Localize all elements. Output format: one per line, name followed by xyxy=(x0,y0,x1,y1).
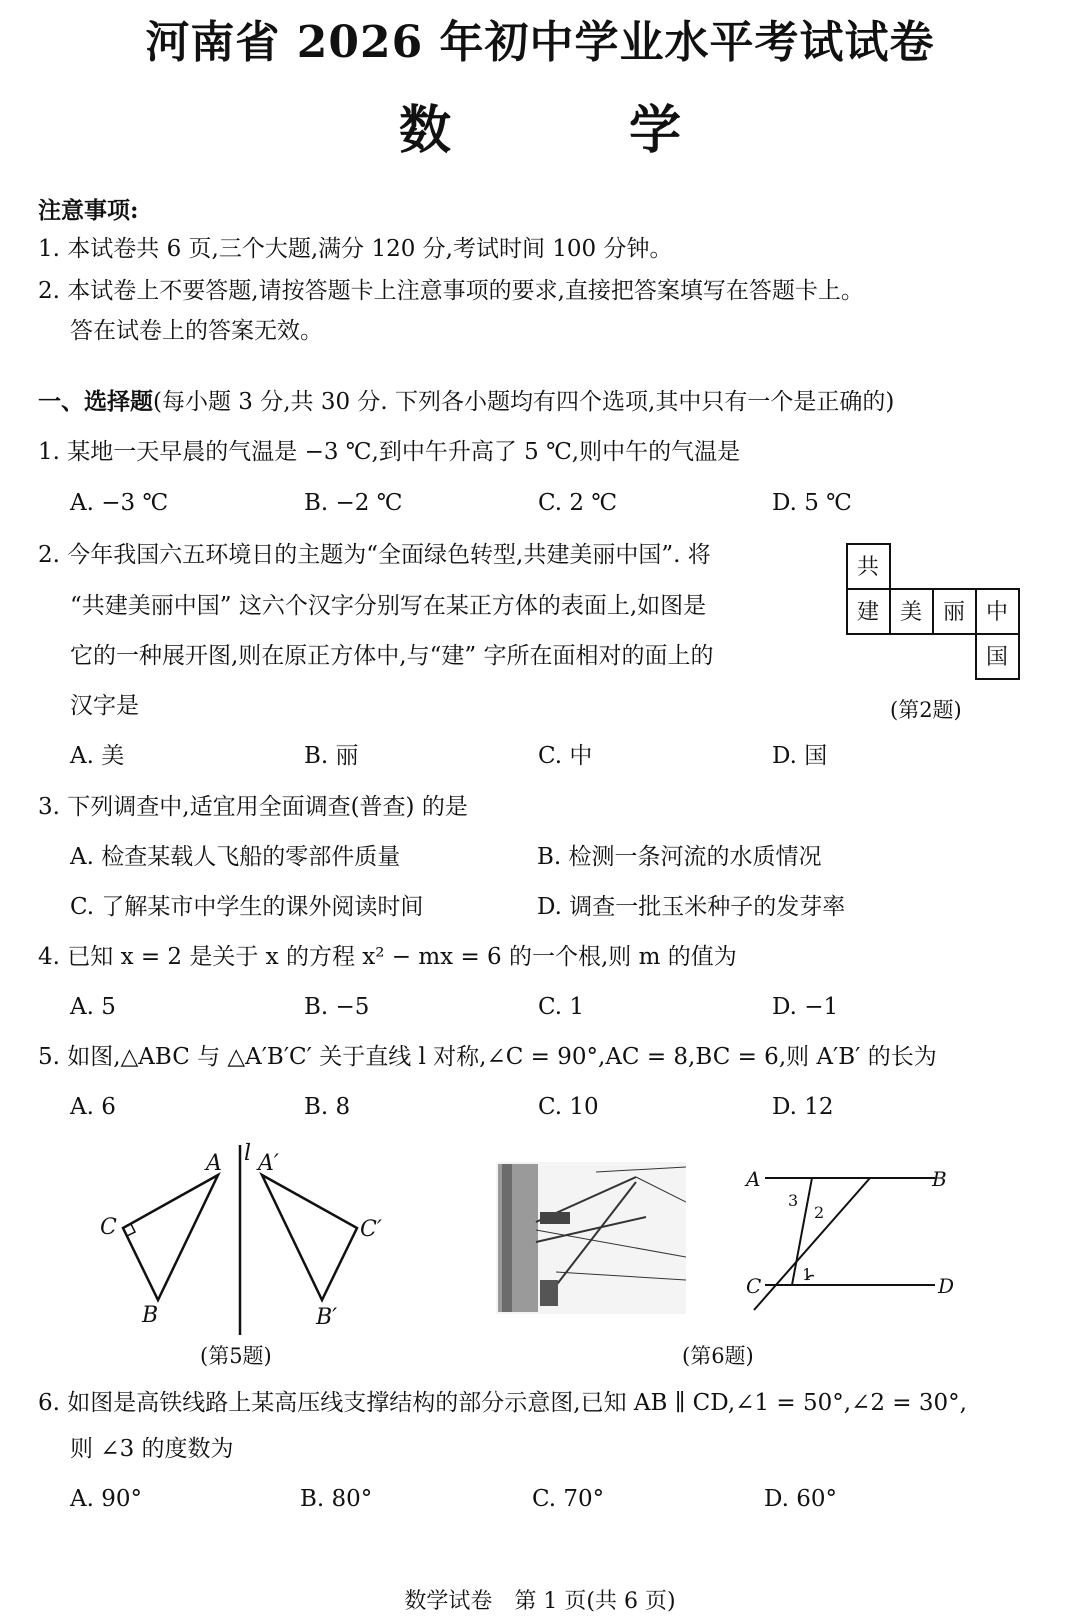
q5-caption: (第5题) xyxy=(200,1344,272,1368)
label-c-prime: C′ xyxy=(360,1217,382,1242)
q5-option-a: A. 6 xyxy=(70,1094,116,1120)
q1-option-b: B. −2 ℃ xyxy=(304,490,403,516)
q5-option-b: B. 8 xyxy=(304,1094,351,1120)
page-footer: 数学试卷 第 1 页(共 6 页) xyxy=(404,1589,676,1614)
label-l: l xyxy=(244,1141,252,1166)
q1-option-a: A. −3 ℃ xyxy=(70,490,169,516)
q4-option-a: A. 5 xyxy=(70,994,116,1020)
q4-option-d: D. −1 xyxy=(772,994,839,1020)
q4-stem: 4. 已知 x = 2 是关于 x 的方程 x² − mx = 6 的一个根,则 m 的值为 xyxy=(38,944,737,970)
q5-option-d: D. 12 xyxy=(772,1094,834,1120)
q2-option-b: B. 丽 xyxy=(304,743,359,769)
q5-symmetry-figure xyxy=(90,1140,410,1340)
pillar-shadow xyxy=(502,1164,512,1312)
net-char-6: 国 xyxy=(985,645,1009,670)
net-char-4: 丽 xyxy=(942,600,966,625)
exam-title: 河南省 2026 年初中学业水平考试试卷 xyxy=(145,17,935,68)
q6-option-a: A. 90° xyxy=(70,1486,142,1512)
q3-option-b: B. 检测一条河流的水质情况 xyxy=(537,844,822,870)
subject-title: 数 学 xyxy=(398,100,762,161)
insulator-lower xyxy=(540,1280,558,1306)
net-char-2: 建 xyxy=(856,600,880,625)
q2-caption: (第2题) xyxy=(890,698,962,722)
notice-item-1: 1. 本试卷共 6 页,三个大题,满分 120 分,考试时间 100 分钟。 xyxy=(38,236,673,262)
q6-caption: (第6题) xyxy=(682,1344,754,1368)
q3-option-a: A. 检查某载人飞船的零部件质量 xyxy=(70,844,401,870)
triangle-abc xyxy=(123,1175,218,1300)
net-char-5: 中 xyxy=(985,600,1009,625)
q6-parallel-lines-figure xyxy=(740,1160,960,1320)
q5-stem: 5. 如图,△ABC 与 △A′B′C′ 关于直线 l 对称,∠C = 90°,AC = 8,BC = 6,则 A′B′ 的长为 xyxy=(38,1044,937,1070)
label-d: D xyxy=(938,1274,955,1298)
section-label: 一、选择题 xyxy=(38,388,153,415)
label-b: B xyxy=(932,1167,947,1191)
q6-option-d: D. 60° xyxy=(764,1486,838,1512)
label-a: A xyxy=(746,1167,761,1191)
q2-option-a: A. 美 xyxy=(70,743,125,769)
notice-item-2: 2. 本试卷上不要答题,请按答题卡上注意事项的要求,直接把答案填写在答题卡上。 xyxy=(38,278,864,304)
label-a: A xyxy=(206,1151,222,1176)
label-a-prime: A′ xyxy=(258,1151,279,1176)
net-char-1: 共 xyxy=(856,555,880,580)
label-c: C xyxy=(746,1274,762,1298)
angle-label-2: 2 xyxy=(814,1203,825,1222)
q4-option-b: B. −5 xyxy=(304,994,370,1020)
label-b-prime: B′ xyxy=(316,1305,338,1330)
q6-option-b: B. 80° xyxy=(300,1486,373,1512)
angle-label-3: 3 xyxy=(788,1191,799,1210)
net-char-3: 美 xyxy=(899,600,923,625)
q2-line-2: “共建美丽中国” 这六个汉字分别写在某正方体的表面上,如图是 xyxy=(70,593,707,619)
q2-option-d: D. 国 xyxy=(772,743,828,769)
cube-net-figure xyxy=(845,542,1025,687)
angle-label-1: 1 xyxy=(802,1265,813,1284)
q4-option-c: C. 1 xyxy=(538,994,585,1020)
q1-option-d: D. 5 ℃ xyxy=(772,490,852,516)
q2-line-1: 2. 今年我国六五环境日的主题为“全面绿色转型,共建美丽中国”. 将 xyxy=(38,542,711,568)
q6-line-2: 则 ∠3 的度数为 xyxy=(70,1436,234,1462)
notice-heading: 注意事项: xyxy=(38,197,139,224)
label-c: C xyxy=(100,1215,117,1240)
q6-option-c: C. 70° xyxy=(532,1486,605,1512)
section-desc: (每小题 3 分,共 30 分. 下列各小题均有四个选项,其中只有一个是正确的) xyxy=(153,389,895,415)
section-heading xyxy=(38,387,894,417)
q3-option-d: D. 调查一批玉米种子的发芽率 xyxy=(537,894,846,920)
q6-photo-illustration xyxy=(496,1162,686,1314)
q6-line-1: 6. 如图是高铁线路上某高压线支撑结构的部分示意图,已知 AB ∥ CD,∠1 = 50°,∠2 = 30°, xyxy=(38,1390,967,1416)
triangle-a-prime xyxy=(262,1175,357,1300)
transversal-line xyxy=(754,1178,870,1310)
q1-stem: 1. 某地一天早晨的气温是 −3 ℃,到中午升高了 5 ℃,则中午的气温是 xyxy=(38,439,741,465)
q3-option-c: C. 了解某市中学生的课外阅读时间 xyxy=(70,894,424,920)
q3-stem: 3. 下列调查中,适宜用全面调查(普查) 的是 xyxy=(38,794,468,820)
insulator-upper xyxy=(540,1212,570,1224)
q5-option-c: C. 10 xyxy=(538,1094,599,1120)
q2-line-3: 它的一种展开图,则在原正方体中,与“建” 字所在面相对的面上的 xyxy=(70,643,714,669)
notice-item-2-cont: 答在试卷上的答案无效。 xyxy=(70,318,323,344)
label-b: B xyxy=(142,1303,159,1328)
q2-option-c: C. 中 xyxy=(538,743,593,769)
q1-option-c: C. 2 ℃ xyxy=(538,490,618,516)
q2-line-4: 汉字是 xyxy=(70,693,139,719)
